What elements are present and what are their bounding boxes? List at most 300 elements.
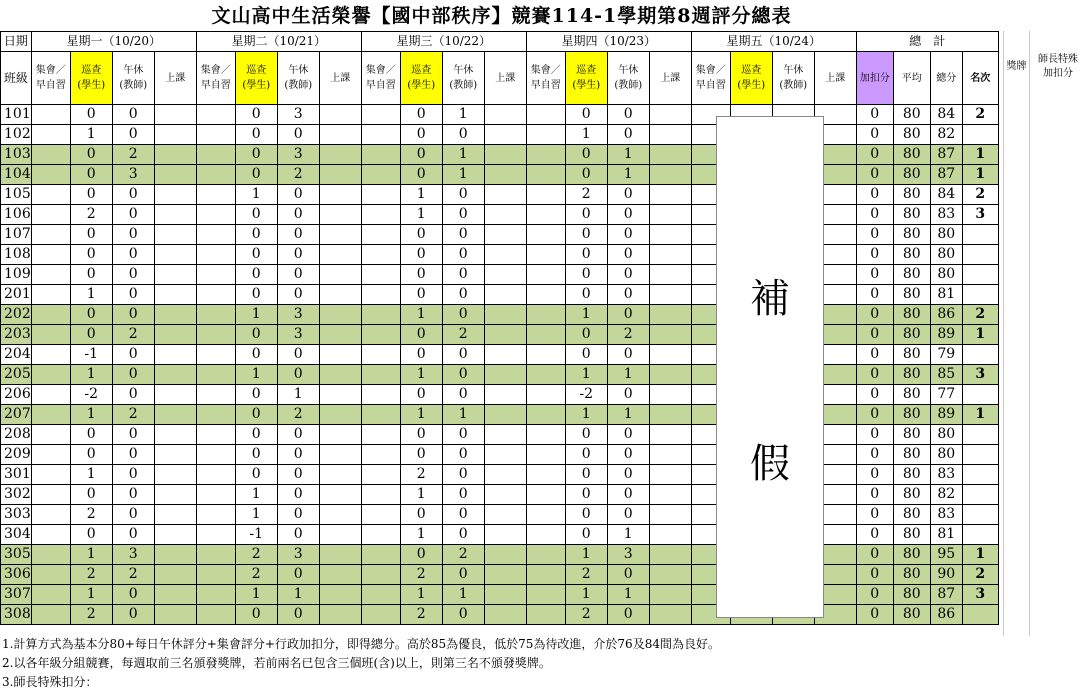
- class-score-wed: [484, 145, 526, 165]
- class-score-mon: [154, 385, 196, 405]
- patrol-score-wed: 2: [400, 465, 442, 485]
- assembly-score-wed: [361, 125, 400, 145]
- assembly-score-tue: [196, 585, 235, 605]
- class-number: 206: [1, 385, 32, 405]
- assembly-score-tue: [196, 225, 235, 245]
- nap-score-tue: 0: [277, 185, 319, 205]
- nap-score-wed: 0: [442, 205, 484, 225]
- class-score-thu: [649, 505, 691, 525]
- nap-score-tue: 0: [277, 205, 319, 225]
- bonus-value: 0: [856, 585, 893, 605]
- class-score-wed: [484, 525, 526, 545]
- nap-header-thu: [607, 52, 649, 105]
- nap-score-tue: 0: [277, 245, 319, 265]
- patrol-score-tue: 0: [235, 165, 277, 185]
- patrol-score-mon: 1: [70, 285, 112, 305]
- assembly-score-thu: [526, 285, 565, 305]
- rank-value: [962, 605, 998, 625]
- patrol-score-wed: 0: [400, 285, 442, 305]
- bonus-value: 0: [856, 205, 893, 225]
- assembly-label: 集會／: [200, 65, 231, 76]
- assembly-score-thu: [526, 525, 565, 545]
- patrol-score-tue: 0: [235, 465, 277, 485]
- class-number: 306: [1, 565, 32, 585]
- nap-score-wed: 0: [442, 245, 484, 265]
- nap-score-thu: 0: [607, 305, 649, 325]
- class-number: 106: [1, 205, 32, 225]
- nap-score-thu: 0: [607, 465, 649, 485]
- patrol-score-thu: 0: [565, 225, 607, 245]
- nap-header-tue: [277, 52, 319, 105]
- assembly-score-mon: [31, 385, 70, 405]
- avg-value: 80: [893, 445, 930, 465]
- total-value: 87: [930, 585, 962, 605]
- assembly-score-thu: [526, 305, 565, 325]
- class-score-mon: [154, 365, 196, 385]
- table-row: [1, 245, 999, 265]
- patrol-score-thu: -2: [565, 385, 607, 405]
- assembly-score-mon: [31, 545, 70, 565]
- leave-char-2: 假: [750, 441, 790, 487]
- nap-score-thu: 1: [607, 525, 649, 545]
- bonus-value: 0: [856, 105, 893, 125]
- table-row: [1, 345, 999, 365]
- class-score-mon: [154, 265, 196, 285]
- rank-value: [962, 225, 998, 245]
- assembly-score-mon: [31, 525, 70, 545]
- nap-score-tue: 0: [277, 365, 319, 385]
- nap-score-thu: 0: [607, 605, 649, 625]
- patrol-score-thu: 0: [565, 445, 607, 465]
- total-value: 81: [930, 525, 962, 545]
- class-label: 班級: [1, 52, 32, 105]
- bonus-value: 0: [856, 245, 893, 265]
- total-value: 80: [930, 265, 962, 285]
- nap-score-mon: 0: [112, 525, 154, 545]
- class-number: 307: [1, 585, 32, 605]
- table-row: [1, 505, 999, 525]
- assembly-score-wed: [361, 405, 400, 425]
- nap-score-wed: 0: [442, 425, 484, 445]
- assembly-score-mon: [31, 305, 70, 325]
- assembly-score-wed: [361, 105, 400, 125]
- patrol-header-fri: [730, 52, 772, 105]
- nap-score-wed: 0: [442, 565, 484, 585]
- assembly-score-tue: [196, 465, 235, 485]
- nap-score-mon: 2: [112, 405, 154, 425]
- nap-score-thu: 0: [607, 225, 649, 245]
- class-number: 305: [1, 545, 32, 565]
- class-score-mon: [154, 205, 196, 225]
- assembly-score-mon: [31, 465, 70, 485]
- assembly-score-tue: [196, 565, 235, 585]
- class-number: 301: [1, 465, 32, 485]
- class-score-wed: [484, 605, 526, 625]
- table-row: [1, 405, 999, 425]
- nap-score-tue: 0: [277, 525, 319, 545]
- patrol-score-thu: 1: [565, 405, 607, 425]
- class-score-wed: [484, 205, 526, 225]
- assembly-score-wed: [361, 325, 400, 345]
- nap-score-wed: 1: [442, 145, 484, 165]
- class-score-thu: [649, 185, 691, 205]
- avg-value: 80: [893, 345, 930, 365]
- class-score-thu: [649, 605, 691, 625]
- nap-score-thu: 3: [607, 545, 649, 565]
- class-score-thu: [649, 285, 691, 305]
- makeup-holiday-box: [716, 116, 824, 618]
- class-score-mon: [154, 605, 196, 625]
- class-score-tue: [319, 185, 361, 205]
- nap-score-tue: 0: [277, 605, 319, 625]
- assembly-score-tue: [196, 185, 235, 205]
- nap-score-thu: 0: [607, 565, 649, 585]
- nap-score-wed: 0: [442, 125, 484, 145]
- class-score-thu: [649, 425, 691, 445]
- assembly-score-thu: [526, 125, 565, 145]
- assembly-score-thu: [526, 565, 565, 585]
- day-mon: 星期一（10/20）: [31, 32, 196, 52]
- patrol-label: 巡查: [411, 65, 432, 76]
- assembly-header-wed: [361, 52, 400, 105]
- patrol-score-tue: 0: [235, 205, 277, 225]
- patrol-score-tue: 0: [235, 225, 277, 245]
- nap-score-mon: 0: [112, 445, 154, 465]
- patrol-score-thu: 0: [565, 105, 607, 125]
- nap-score-tue: 0: [277, 425, 319, 445]
- patrol-label-2: (學生): [737, 80, 766, 91]
- total-value: 80: [930, 445, 962, 465]
- nap-score-tue: 1: [277, 585, 319, 605]
- assembly-score-mon: [31, 205, 70, 225]
- assembly-score-wed: [361, 605, 400, 625]
- patrol-label: 巡查: [81, 65, 102, 76]
- nap-score-mon: 0: [112, 185, 154, 205]
- assembly-score-tue: [196, 365, 235, 385]
- patrol-score-wed: 0: [400, 145, 442, 165]
- table-row: [1, 125, 999, 145]
- nap-score-mon: 0: [112, 305, 154, 325]
- class-score-thu: [649, 345, 691, 365]
- avg-value: 80: [893, 165, 930, 185]
- table-row: [1, 525, 999, 545]
- nap-score-wed: 0: [442, 305, 484, 325]
- assembly-score-thu: [526, 145, 565, 165]
- bonus-value: 0: [856, 345, 893, 365]
- patrol-score-mon: 0: [70, 305, 112, 325]
- avg-value: 80: [893, 325, 930, 345]
- class-score-mon: [154, 185, 196, 205]
- assembly-score-wed: [361, 565, 400, 585]
- class-score-thu: [649, 205, 691, 225]
- nap-score-wed: 0: [442, 365, 484, 385]
- assembly-score-wed: [361, 265, 400, 285]
- total-value: 85: [930, 365, 962, 385]
- total-value: 89: [930, 325, 962, 345]
- assembly-score-thu: [526, 585, 565, 605]
- class-score-wed: [484, 285, 526, 305]
- class-number: 109: [1, 265, 32, 285]
- patrol-score-wed: 0: [400, 425, 442, 445]
- nap-score-mon: 0: [112, 105, 154, 125]
- nap-score-thu: 0: [607, 285, 649, 305]
- class-score-wed: [484, 425, 526, 445]
- patrol-score-thu: 1: [565, 545, 607, 565]
- patrol-score-wed: 1: [400, 185, 442, 205]
- bonus-value: 0: [856, 405, 893, 425]
- table-row: [1, 565, 999, 585]
- class-score-mon: [154, 405, 196, 425]
- rank-value: [962, 345, 998, 365]
- assembly-score-wed: [361, 505, 400, 525]
- patrol-score-mon: 0: [70, 145, 112, 165]
- total-value: 83: [930, 465, 962, 485]
- note-award-rule: 2.以各年級分組競賽，每週取前三名頒發獎牌，若前兩名已包含三個班(含)以上，則第三名不頒發獎牌。: [2, 656, 551, 670]
- assembly-score-thu: [526, 165, 565, 185]
- patrol-score-tue: 1: [235, 365, 277, 385]
- rank-value: [962, 425, 998, 445]
- bonus-value: 0: [856, 285, 893, 305]
- total-value: 84: [930, 105, 962, 125]
- class-score-wed: [484, 565, 526, 585]
- assembly-label: 集會／: [695, 65, 726, 76]
- patrol-score-wed: 0: [400, 245, 442, 265]
- assembly-score-tue: [196, 385, 235, 405]
- patrol-score-thu: 0: [565, 165, 607, 185]
- class-score-tue: [319, 465, 361, 485]
- bonus-value: 0: [856, 265, 893, 285]
- bonus-value: 0: [856, 225, 893, 245]
- nap-score-wed: 1: [442, 165, 484, 185]
- nap-score-tue: 0: [277, 265, 319, 285]
- nap-score-tue: 0: [277, 285, 319, 305]
- assembly-label-2: 早自習: [35, 80, 66, 91]
- class-score-wed: [484, 465, 526, 485]
- class-score-thu: [649, 165, 691, 185]
- nap-score-thu: 0: [607, 485, 649, 505]
- patrol-score-thu: 0: [565, 245, 607, 265]
- table-row: [1, 485, 999, 505]
- rank-value: 1: [962, 165, 998, 185]
- assembly-score-mon: [31, 145, 70, 165]
- patrol-label-2: (學生): [242, 80, 271, 91]
- assembly-score-thu: [526, 345, 565, 365]
- class-score-mon: [154, 585, 196, 605]
- avg-value: 80: [893, 285, 930, 305]
- class-score-wed: [484, 185, 526, 205]
- patrol-score-tue: 0: [235, 245, 277, 265]
- patrol-score-tue: 0: [235, 125, 277, 145]
- patrol-score-tue: 0: [235, 385, 277, 405]
- patrol-score-thu: 1: [565, 585, 607, 605]
- nap-score-mon: 0: [112, 485, 154, 505]
- patrol-score-mon: 0: [70, 265, 112, 285]
- bonus-value: 0: [856, 445, 893, 465]
- avg-value: 80: [893, 265, 930, 285]
- nap-score-mon: 2: [112, 145, 154, 165]
- patrol-score-thu: 0: [565, 325, 607, 345]
- patrol-score-wed: 2: [400, 565, 442, 585]
- total-value: 80: [930, 245, 962, 265]
- avg-value: 80: [893, 605, 930, 625]
- assembly-score-tue: [196, 165, 235, 185]
- patrol-score-wed: 0: [400, 265, 442, 285]
- patrol-score-tue: 0: [235, 405, 277, 425]
- avg-value: 80: [893, 385, 930, 405]
- nap-score-thu: 0: [607, 265, 649, 285]
- class-score-mon: [154, 485, 196, 505]
- class-score-mon: [154, 305, 196, 325]
- assembly-score-mon: [31, 265, 70, 285]
- table-row: [1, 185, 999, 205]
- patrol-score-wed: 0: [400, 165, 442, 185]
- class-score-mon: [154, 345, 196, 365]
- patrol-score-tue: 0: [235, 605, 277, 625]
- assembly-score-thu: [526, 405, 565, 425]
- class-score-tue: [319, 505, 361, 525]
- assembly-score-wed: [361, 285, 400, 305]
- nap-header-mon: [112, 52, 154, 105]
- patrol-score-mon: 1: [70, 545, 112, 565]
- table-row: [1, 365, 999, 385]
- class-score-tue: [319, 565, 361, 585]
- class-number: 104: [1, 165, 32, 185]
- rank-value: 2: [962, 565, 998, 585]
- patrol-score-mon: 0: [70, 185, 112, 205]
- assembly-score-tue: [196, 405, 235, 425]
- nap-score-thu: 0: [607, 445, 649, 465]
- patrol-score-mon: -1: [70, 345, 112, 365]
- class-score-tue: [319, 485, 361, 505]
- patrol-score-thu: 0: [565, 265, 607, 285]
- patrol-score-wed: 1: [400, 405, 442, 425]
- patrol-score-tue: 0: [235, 445, 277, 465]
- assembly-score-wed: [361, 225, 400, 245]
- table-row: [1, 325, 999, 345]
- rank-value: 1: [962, 325, 998, 345]
- class-score-thu: [649, 365, 691, 385]
- patrol-score-tue: 1: [235, 305, 277, 325]
- assembly-score-thu: [526, 485, 565, 505]
- nap-header-fri: [772, 52, 814, 105]
- assembly-score-tue: [196, 485, 235, 505]
- rank-value: 1: [962, 145, 998, 165]
- avg-value: 80: [893, 205, 930, 225]
- total-value: 84: [930, 185, 962, 205]
- patrol-score-mon: 2: [70, 605, 112, 625]
- sheet-extra-columns: [1003, 31, 1084, 636]
- assembly-score-mon: [31, 225, 70, 245]
- bonus-value: 0: [856, 545, 893, 565]
- assembly-label-2: 早自習: [200, 80, 231, 91]
- assembly-score-tue: [196, 105, 235, 125]
- assembly-score-thu: [526, 545, 565, 565]
- nap-score-wed: 0: [442, 385, 484, 405]
- table-row: [1, 425, 999, 445]
- assembly-score-thu: [526, 265, 565, 285]
- class-score-tue: [319, 525, 361, 545]
- assembly-score-mon: [31, 285, 70, 305]
- nap-score-thu: 1: [607, 585, 649, 605]
- class-number: 103: [1, 145, 32, 165]
- patrol-score-tue: 1: [235, 505, 277, 525]
- bonus-value: 0: [856, 185, 893, 205]
- patrol-score-wed: 0: [400, 385, 442, 405]
- patrol-score-mon: 0: [70, 325, 112, 345]
- class-number: 101: [1, 105, 32, 125]
- patrol-score-mon: 1: [70, 365, 112, 385]
- patrol-score-tue: 2: [235, 545, 277, 565]
- class-score-tue: [319, 245, 361, 265]
- bonus-value: 0: [856, 385, 893, 405]
- nap-score-wed: 2: [442, 325, 484, 345]
- bonus-value: 0: [856, 125, 893, 145]
- nap-score-tue: 0: [277, 505, 319, 525]
- total-value: 83: [930, 205, 962, 225]
- patrol-score-mon: 0: [70, 525, 112, 545]
- nap-score-thu: 1: [607, 365, 649, 385]
- assembly-score-thu: [526, 505, 565, 525]
- rank-value: 2: [962, 185, 998, 205]
- patrol-score-mon: 2: [70, 565, 112, 585]
- assembly-score-mon: [31, 245, 70, 265]
- rank-value: 1: [962, 545, 998, 565]
- nap-label-2: (教師): [449, 80, 478, 91]
- class-header-wed: 上課: [484, 52, 526, 105]
- class-number: 107: [1, 225, 32, 245]
- class-score-thu: [649, 385, 691, 405]
- avg-value: 80: [893, 565, 930, 585]
- assembly-score-tue: [196, 305, 235, 325]
- class-score-thu: [649, 225, 691, 245]
- teacher-special-label: 師長特殊加扣分: [1038, 54, 1078, 79]
- assembly-score-mon: [31, 185, 70, 205]
- class-score-mon: [154, 245, 196, 265]
- assembly-score-wed: [361, 345, 400, 365]
- assembly-score-thu: [526, 425, 565, 445]
- class-score-thu: [649, 525, 691, 545]
- avg-value: 80: [893, 585, 930, 605]
- sheet-title: 文山高中生活榮譽【國中部秩序】競賽114-1學期第8週評分總表: [211, 5, 792, 27]
- nap-score-thu: 0: [607, 245, 649, 265]
- assembly-score-wed: [361, 305, 400, 325]
- class-number: 304: [1, 525, 32, 545]
- patrol-score-tue: 1: [235, 185, 277, 205]
- nap-label: 午休: [618, 65, 639, 76]
- assembly-score-mon: [31, 485, 70, 505]
- avg-value: 80: [893, 125, 930, 145]
- nap-score-wed: 1: [442, 105, 484, 125]
- assembly-score-wed: [361, 185, 400, 205]
- assembly-score-tue: [196, 265, 235, 285]
- patrol-score-tue: 0: [235, 265, 277, 285]
- rank-value: 3: [962, 365, 998, 385]
- total-value: 83: [930, 505, 962, 525]
- assembly-score-mon: [31, 345, 70, 365]
- total-value: 80: [930, 425, 962, 445]
- assembly-score-wed: [361, 585, 400, 605]
- rank-value: 3: [962, 585, 998, 605]
- class-score-tue: [319, 325, 361, 345]
- assembly-score-wed: [361, 525, 400, 545]
- patrol-header-thu: [565, 52, 607, 105]
- table-row: [1, 165, 999, 185]
- nap-label-2: (教師): [779, 80, 808, 91]
- patrol-score-wed: 0: [400, 505, 442, 525]
- class-score-thu: [649, 445, 691, 465]
- class-score-wed: [484, 125, 526, 145]
- assembly-header-tue: [196, 52, 235, 105]
